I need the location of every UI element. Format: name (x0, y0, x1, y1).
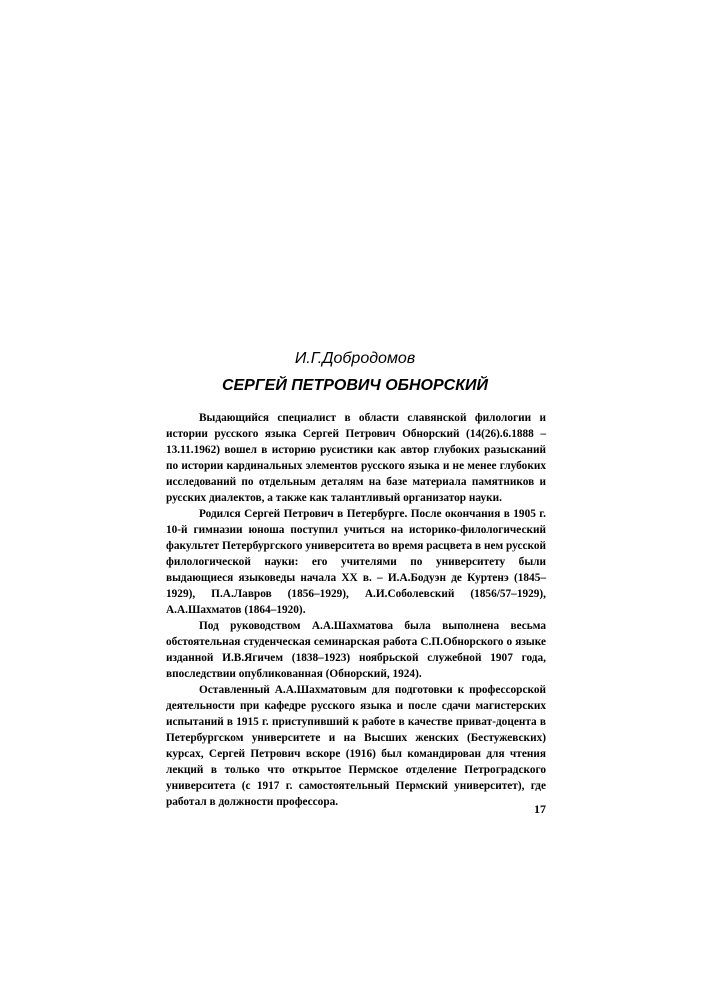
paragraph-2: Родился Сергей Петрович в Петербурге. После окончания в 1905 г. 10-й гимназии юноша поступил учиться на историко-филологический факультет Петербургского университета во время расцвета в нем русской филологической науки: его учителями по университету были выдающиеся языковеды начала XX в. – И.А.Бодуэн де Куртенэ (1845–1929), П.А.Лавров (1856–1929), А.И.Соболевский (1856/57–1929), А.А.Шахматов (1864–1920). (166, 508, 546, 616)
article-title: СЕРГЕЙ ПЕТРОВИЧ ОБНОРСКИЙ (221, 377, 489, 394)
article-author: И.Г.Добродомов (294, 350, 416, 367)
page-number: 17 (534, 802, 546, 816)
article-body (166, 410, 546, 810)
paragraph-4: Оставленный А.А.Шахматовым для подготовки к профессорской деятельности при кафедре русского языка и после сдачи магистерских испытаний в 1915 г. приступивший к работе в качестве приват-доцента в Петербургском университете и на Высших женских (Бестужевских) курсах, Сергей Петрович вскоре (1916) был командирован для чтения лекций в только что открытое Пермское отделение Петроградского университета (с 1917 г. самостоятельный Пермский университет), где работал в должности профессора. (166, 684, 546, 808)
paragraph-1: Выдающийся специалист в области славянской филологии и истории русского языка Сергей Петрович Обнорский (14(26).6.1888 – 13.11.1962) вошел в историю русистики как автор глубоких разысканий по истории кардинальных элементов русского языка и не менее глубоких исследований по отдельным деталям на базе материала памятников и русских диалектов, а также как талантливый организатор науки. (166, 412, 546, 504)
paragraph-3: Под руководством А.А.Шахматова была выполнена весьма обстоятельная студенческая семинарская работа С.П.Обнорского о языке изданной И.В.Ягичем (1838–1923) ноябрьской служебной 1907 года, впоследствии опубликованная (Обнорский, 1924). (166, 620, 546, 680)
